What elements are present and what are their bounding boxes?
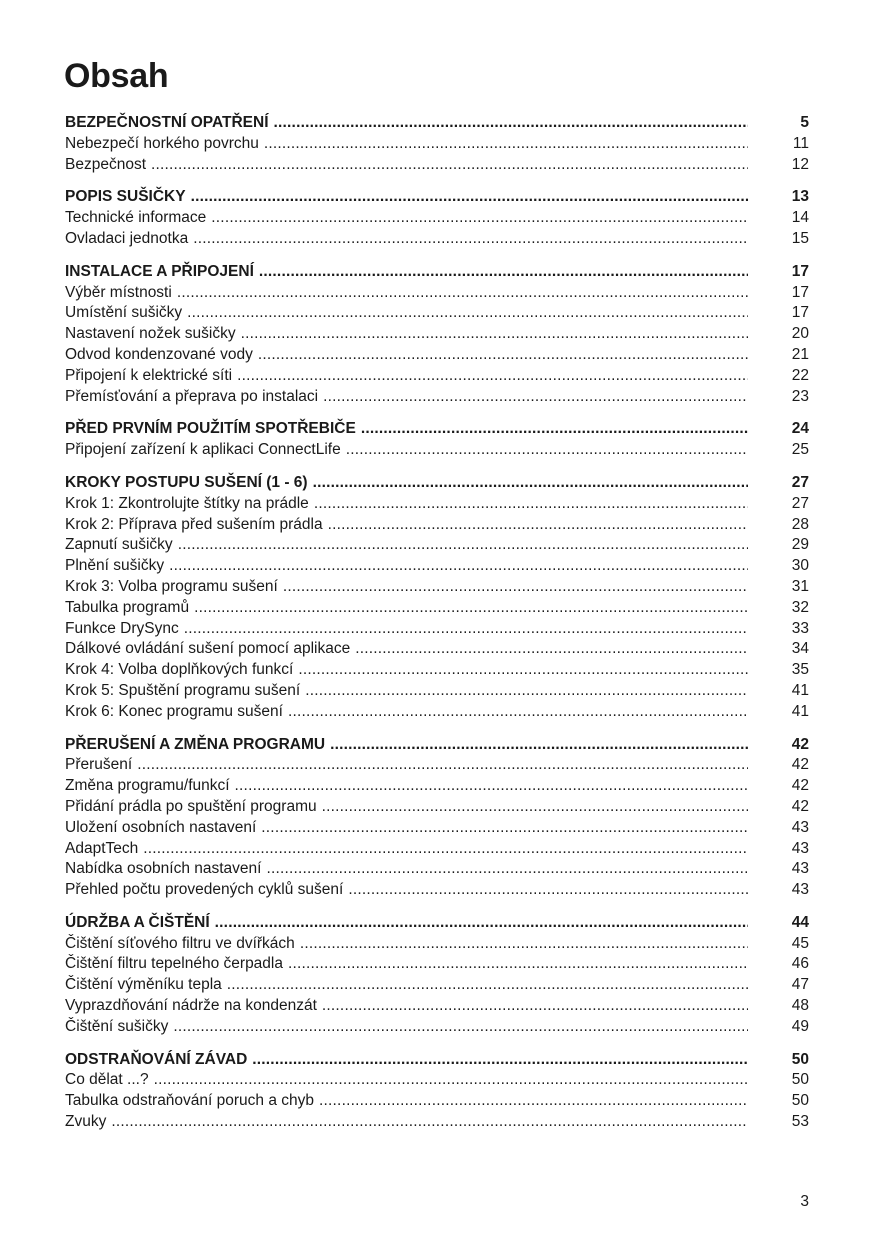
- toc-section-heading: [65, 473, 809, 494]
- toc-entry-title: Ovladaci jednotka: [65, 229, 189, 247]
- toc-entry: [65, 494, 809, 515]
- toc-section-page-number: 17: [791, 262, 809, 280]
- toc-entry: [65, 681, 809, 702]
- toc-section-heading: [65, 735, 809, 756]
- toc-dot-leader: [264, 134, 748, 155]
- toc-entry-title: Krok 1: Zkontrolujte štítky na prádle: [65, 494, 309, 512]
- toc-entry: [65, 303, 809, 324]
- toc-entry: [65, 996, 809, 1017]
- toc-entry-page-number: 32: [791, 598, 809, 616]
- toc-entry-page-number: 31: [791, 577, 809, 595]
- toc-dot-leader: [237, 366, 748, 387]
- toc-section-page-number: 13: [791, 188, 809, 206]
- toc-entry-page-number: 29: [791, 536, 809, 554]
- toc-entry-page-number: 25: [791, 441, 809, 459]
- toc-entry-title: Čištění filtru tepelného čerpadla: [65, 955, 283, 973]
- toc-section-title: ODSTRAŇOVÁNÍ ZÁVAD: [65, 1050, 248, 1068]
- toc-dot-leader: [274, 113, 748, 134]
- toc-entry-title: Čištění výměníku tepla: [65, 976, 222, 994]
- toc-entry-page-number: 46: [791, 955, 809, 973]
- toc-dot-leader: [259, 262, 748, 283]
- toc-dot-leader: [355, 639, 748, 660]
- toc-dot-leader: [288, 954, 748, 975]
- toc-entry-page-number: 33: [791, 619, 809, 637]
- toc-section-page-number: 24: [791, 420, 809, 438]
- toc-entry-title: Krok 6: Konec programu sušení: [65, 702, 283, 720]
- toc-entry-page-number: 17: [791, 304, 809, 322]
- toc-entry-title: AdaptTech: [65, 839, 139, 857]
- toc-dot-leader: [184, 619, 748, 640]
- toc-entry-page-number: 42: [791, 797, 809, 815]
- toc-section-heading: [65, 113, 809, 134]
- toc-entry-title: Funkce DrySync: [65, 619, 179, 637]
- toc-dot-leader: [305, 681, 748, 702]
- toc-section-page-number: 5: [800, 114, 809, 131]
- toc-entry: [65, 515, 809, 536]
- toc-section-page-number: 44: [791, 913, 809, 931]
- toc-section: [65, 187, 809, 249]
- toc-dot-leader: [241, 324, 748, 345]
- toc-entry-title: Umístění sušičky: [65, 304, 183, 322]
- toc-entry-title: Krok 4: Volba doplňkových funkcí: [65, 661, 294, 679]
- toc-section-heading: [65, 913, 809, 934]
- toc-section-title: PŘED PRVNÍM POUŽITÍM SPOTŘEBIČE: [65, 420, 356, 438]
- toc-entry-title: Uložení osobních nastavení: [65, 818, 257, 836]
- toc-dot-leader: [300, 934, 748, 955]
- toc-entry: [65, 440, 809, 461]
- toc-entry-title: Plnění sušičky: [65, 557, 165, 575]
- toc-entry-page-number: 12: [791, 155, 809, 173]
- toc-entry: [65, 134, 809, 155]
- toc-entry-page-number: 53: [791, 1113, 809, 1131]
- toc-entry-page-number: 49: [791, 1017, 809, 1035]
- toc-entry-page-number: 43: [791, 818, 809, 836]
- toc-entry-title: Technické informace: [65, 209, 207, 227]
- toc-dot-leader: [319, 1091, 748, 1112]
- toc-entry: [65, 1112, 809, 1133]
- toc-dot-leader: [328, 515, 748, 536]
- toc-dot-leader: [266, 859, 748, 880]
- toc-entry-title: Odvod kondenzované vody: [65, 345, 253, 363]
- toc-entry: [65, 975, 809, 996]
- toc-entry-page-number: 41: [791, 702, 809, 720]
- toc-entry: [65, 880, 809, 901]
- toc-entry-title: Dálkové ovládání sušení pomocí aplikace: [65, 640, 351, 658]
- toc-entry: [65, 639, 809, 660]
- toc-dot-leader: [322, 797, 748, 818]
- toc-section: [65, 1050, 809, 1133]
- toc-dot-leader: [361, 419, 748, 440]
- toc-entry: [65, 1091, 809, 1112]
- toc-entry-title: Nastavení nožek sušičky: [65, 325, 236, 343]
- toc-entry-page-number: 48: [791, 997, 809, 1015]
- toc-dot-leader: [314, 494, 748, 515]
- toc-entry-page-number: 42: [791, 756, 809, 774]
- toc-entry: [65, 535, 809, 556]
- toc-dot-leader: [227, 975, 748, 996]
- toc-section: [65, 262, 809, 408]
- toc-entry-page-number: 11: [792, 134, 809, 152]
- toc-entry: [65, 1070, 809, 1091]
- toc-entry: [65, 155, 809, 176]
- toc-dot-leader: [261, 818, 748, 839]
- toc-section-heading: [65, 1050, 809, 1071]
- toc-section-heading: [65, 187, 809, 208]
- toc-dot-leader: [191, 187, 748, 208]
- toc-dot-leader: [215, 913, 748, 934]
- toc-entry-title: Připojení k elektrické síti: [65, 366, 233, 384]
- toc-dot-leader: [283, 577, 748, 598]
- toc-dot-leader: [177, 283, 748, 304]
- toc-section-heading: [65, 419, 809, 440]
- toc-dot-leader: [151, 155, 748, 176]
- toc-dot-leader: [143, 839, 748, 860]
- toc-dot-leader: [137, 755, 748, 776]
- toc-dot-leader: [288, 702, 748, 723]
- toc-entry-page-number: 17: [791, 283, 809, 301]
- toc-dot-leader: [298, 660, 748, 681]
- toc-entry: [65, 954, 809, 975]
- toc-entry-page-number: 50: [791, 1071, 809, 1089]
- toc-entry: [65, 619, 809, 640]
- toc-dot-leader: [111, 1112, 748, 1133]
- toc-entry-title: Vyprazdňování nádrže na kondenzát: [65, 997, 317, 1015]
- toc-section-page-number: 42: [791, 735, 809, 753]
- toc-entry-title: Přehled počtu provedených cyklů sušení: [65, 881, 344, 899]
- toc-dot-leader: [193, 229, 748, 250]
- toc-section-title: POPIS SUŠIČKY: [65, 188, 186, 206]
- toc-entry: [65, 324, 809, 345]
- toc-section-title: KROKY POSTUPU SUŠENÍ (1 - 6): [65, 473, 308, 491]
- toc-dot-leader: [187, 303, 748, 324]
- toc-entry-page-number: 20: [791, 325, 809, 343]
- toc-entry-title: Přerušení: [65, 756, 133, 774]
- toc-entry-title: Čištění sušičky: [65, 1017, 169, 1035]
- toc-section: [65, 473, 809, 723]
- toc-entry-page-number: 34: [791, 640, 809, 658]
- toc-entry: [65, 660, 809, 681]
- toc-entry: [65, 283, 809, 304]
- toc-entry: [65, 797, 809, 818]
- toc-entry-title: Krok 2: Příprava před sušením prádla: [65, 515, 323, 533]
- toc-section-page-number: 50: [791, 1050, 809, 1068]
- toc-entry-page-number: 27: [791, 494, 809, 512]
- toc-entry-page-number: 45: [791, 934, 809, 952]
- toc-section-title: ÚDRŽBA A ČIŠTĚNÍ: [65, 913, 210, 931]
- toc-entry-page-number: 23: [791, 387, 809, 405]
- toc-section: [65, 419, 809, 461]
- toc-entry-title: Přidání prádla po spuštění programu: [65, 797, 317, 815]
- toc-dot-leader: [322, 996, 748, 1017]
- toc-entry: [65, 859, 809, 880]
- toc-entry-page-number: 47: [791, 976, 809, 994]
- toc-entry-page-number: 22: [791, 366, 809, 384]
- toc-section-title: PŘERUŠENÍ A ZMĚNA PROGRAMU: [65, 735, 326, 753]
- toc-entry-title: Krok 5: Spuštění programu sušení: [65, 681, 301, 699]
- toc-dot-leader: [348, 880, 748, 901]
- toc-entry-title: Zvuky: [65, 1113, 107, 1131]
- toc-dot-leader: [346, 440, 748, 461]
- toc-entry-page-number: 21: [791, 345, 809, 363]
- toc-section-page-number: 27: [791, 473, 809, 491]
- toc-dot-leader: [194, 598, 748, 619]
- toc-entry-title: Výběr místnosti: [65, 283, 172, 301]
- toc-dot-leader: [211, 208, 748, 229]
- toc-entry-title: Bezpečnost: [65, 155, 146, 173]
- footer-page-number: 3: [800, 1193, 809, 1210]
- toc-entry-title: Co dělat ...?: [65, 1071, 149, 1089]
- toc-entry: [65, 776, 809, 797]
- toc-entry-page-number: 30: [791, 557, 809, 575]
- toc-entry-title: Krok 3: Volba programu sušení: [65, 577, 278, 595]
- toc-entry-title: Tabulka programů: [65, 598, 190, 616]
- toc-dot-leader: [173, 1017, 748, 1038]
- toc-entry: [65, 387, 809, 408]
- toc-section-heading: [65, 262, 809, 283]
- toc-entry-title: Nabídka osobních nastavení: [65, 860, 262, 878]
- toc-section-title: INSTALACE A PŘIPOJENÍ: [65, 262, 254, 280]
- toc-entry-title: Připojení zařízení k aplikaci ConnectLife: [65, 441, 341, 459]
- toc-entry: [65, 818, 809, 839]
- toc-entry-title: Čištění síťového filtru ve dvířkách: [65, 934, 295, 952]
- toc-entry: [65, 366, 809, 387]
- toc-entry: [65, 702, 809, 723]
- toc-section: [65, 113, 809, 175]
- toc-entry-title: Tabulka odstraňování poruch a chyb: [65, 1092, 315, 1110]
- toc-entry-title: Nebezpečí horkého povrchu: [65, 134, 259, 152]
- toc-dot-leader: [169, 556, 748, 577]
- toc-entry-page-number: 28: [791, 515, 809, 533]
- toc-entry-page-number: 43: [791, 881, 809, 899]
- toc-dot-leader: [323, 387, 748, 408]
- toc-section: [65, 735, 809, 901]
- toc-dot-leader: [258, 345, 748, 366]
- toc-dot-leader: [330, 735, 748, 756]
- toc-section-title: BEZPEČNOSTNÍ OPATŘENÍ: [65, 114, 269, 131]
- toc-entry: [65, 345, 809, 366]
- toc-entry-title: Změna programu/funkcí: [65, 777, 230, 795]
- toc-dot-leader: [235, 776, 748, 797]
- toc-entry-page-number: 41: [791, 681, 809, 699]
- toc-entry: [65, 839, 809, 860]
- toc-entry: [65, 577, 809, 598]
- toc-section: [65, 913, 809, 1038]
- toc-entry: [65, 598, 809, 619]
- toc-entry-page-number: 43: [791, 839, 809, 857]
- toc-entry: [65, 1017, 809, 1038]
- toc-entry-page-number: 15: [791, 229, 809, 247]
- toc-entry-page-number: 14: [791, 209, 809, 227]
- toc-entry-title: Zapnutí sušičky: [65, 536, 173, 554]
- toc-dot-leader: [252, 1050, 748, 1071]
- toc-entry-page-number: 35: [791, 661, 809, 679]
- toc-entry-page-number: 42: [791, 777, 809, 795]
- toc-dot-leader: [178, 535, 748, 556]
- table-of-contents: [65, 113, 809, 1133]
- toc-dot-leader: [154, 1070, 748, 1091]
- toc-entry-title: Přemísťování a přeprava po instalaci: [65, 387, 319, 405]
- toc-entry: [65, 556, 809, 577]
- toc-entry: [65, 229, 809, 250]
- page-title: Obsah: [64, 57, 169, 95]
- toc-entry: [65, 934, 809, 955]
- toc-entry-page-number: 43: [791, 860, 809, 878]
- toc-entry-page-number: 50: [791, 1092, 809, 1110]
- toc-dot-leader: [313, 473, 748, 494]
- toc-entry: [65, 208, 809, 229]
- toc-entry: [65, 755, 809, 776]
